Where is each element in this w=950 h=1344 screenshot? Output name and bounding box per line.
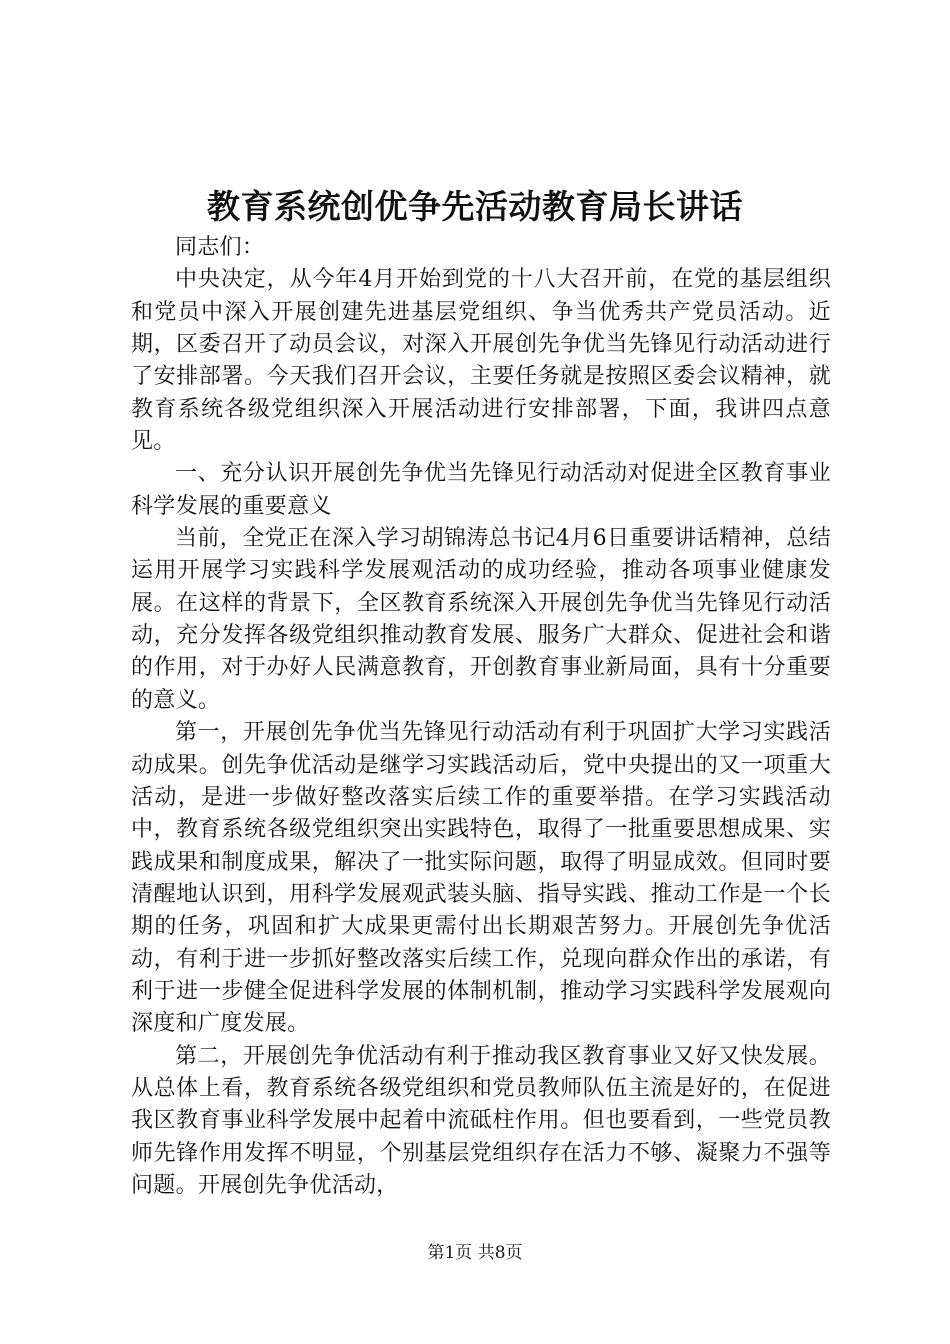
- document-body: [131, 232, 831, 1202]
- body-paragraph: 第一，开展创先争优当先锋见行动活动有利于巩固扩大学习实践活动成果。创先争优活动是继学习实践活动后，党中央提出的又一项重大活动，是进一步做好整改落实后续工作的重要举措。在学习实践活动中，教育系统各级党组织突出实践特色，取得了一批重要思想成果、实践成果和制度成果，解决了一批实际问题，取得了明显成效。但同时要清醒地认识到，用科学发展观武装头脑、指导实践、推动工作是一个长期的任务，巩固和扩大成果更需付出长期艰苦努力。开展创先争优活动，有利于进一步抓好整改落实后续工作，兑现向群众作出的承诺，有利于进一步健全促进科学发展的体制机制，推动学习实践科学发展观向深度和广度发展。: [131, 720, 831, 1037]
- salutation-paragraph: 同志们：: [175, 235, 265, 260]
- body-paragraph: 中央决定，从今年4月开始到党的十八大召开前，在党的基层组织和党员中深入开展创建先进基层党组织、争当优秀共产党员活动。近期，区委召开了动员会议，对深入开展创先争优当先锋见行动活动进行了安排部署。今天我们召开会议，主要任务就是按照区委会议精神，就教育系统各级党组织深入开展活动进行安排部署，下面，我讲四点意见。: [131, 267, 831, 455]
- section-heading-paragraph: 一、充分认识开展创先争优当先锋见行动活动对促进全区教育事业科学发展的重要意义: [131, 461, 831, 519]
- page-number-footer: 第1页 共8页: [427, 1243, 523, 1263]
- body-paragraph: 第二，开展创先争优活动有利于推动我区教育事业又好又快发展。从总体上看，教育系统各级党组织和党员教师队伍主流是好的，在促进我区教育事业科学发展中起着中流砥柱作用。但也要看到，一些党员教师先锋作用发挥不明显，个别基层党组织存在活力不够、凝聚力不强等问题。开展创先争优活动，: [131, 1043, 831, 1198]
- body-paragraph: 当前，全党正在深入学习胡锦涛总书记4月6日重要讲话精神，总结运用开展学习实践科学发展观活动的成功经验，推动各项事业健康发展。在这样的背景下，全区教育系统深入开展创先争优当先锋见行动活动，充分发挥各级党组织推动教育发展、服务广大群众、促进社会和谐的作用，对于办好人民满意教育，开创教育事业新局面，具有十分重要的意义。: [131, 526, 831, 713]
- document-title: 教育系统创优争先活动教育局长讲话: [207, 187, 743, 226]
